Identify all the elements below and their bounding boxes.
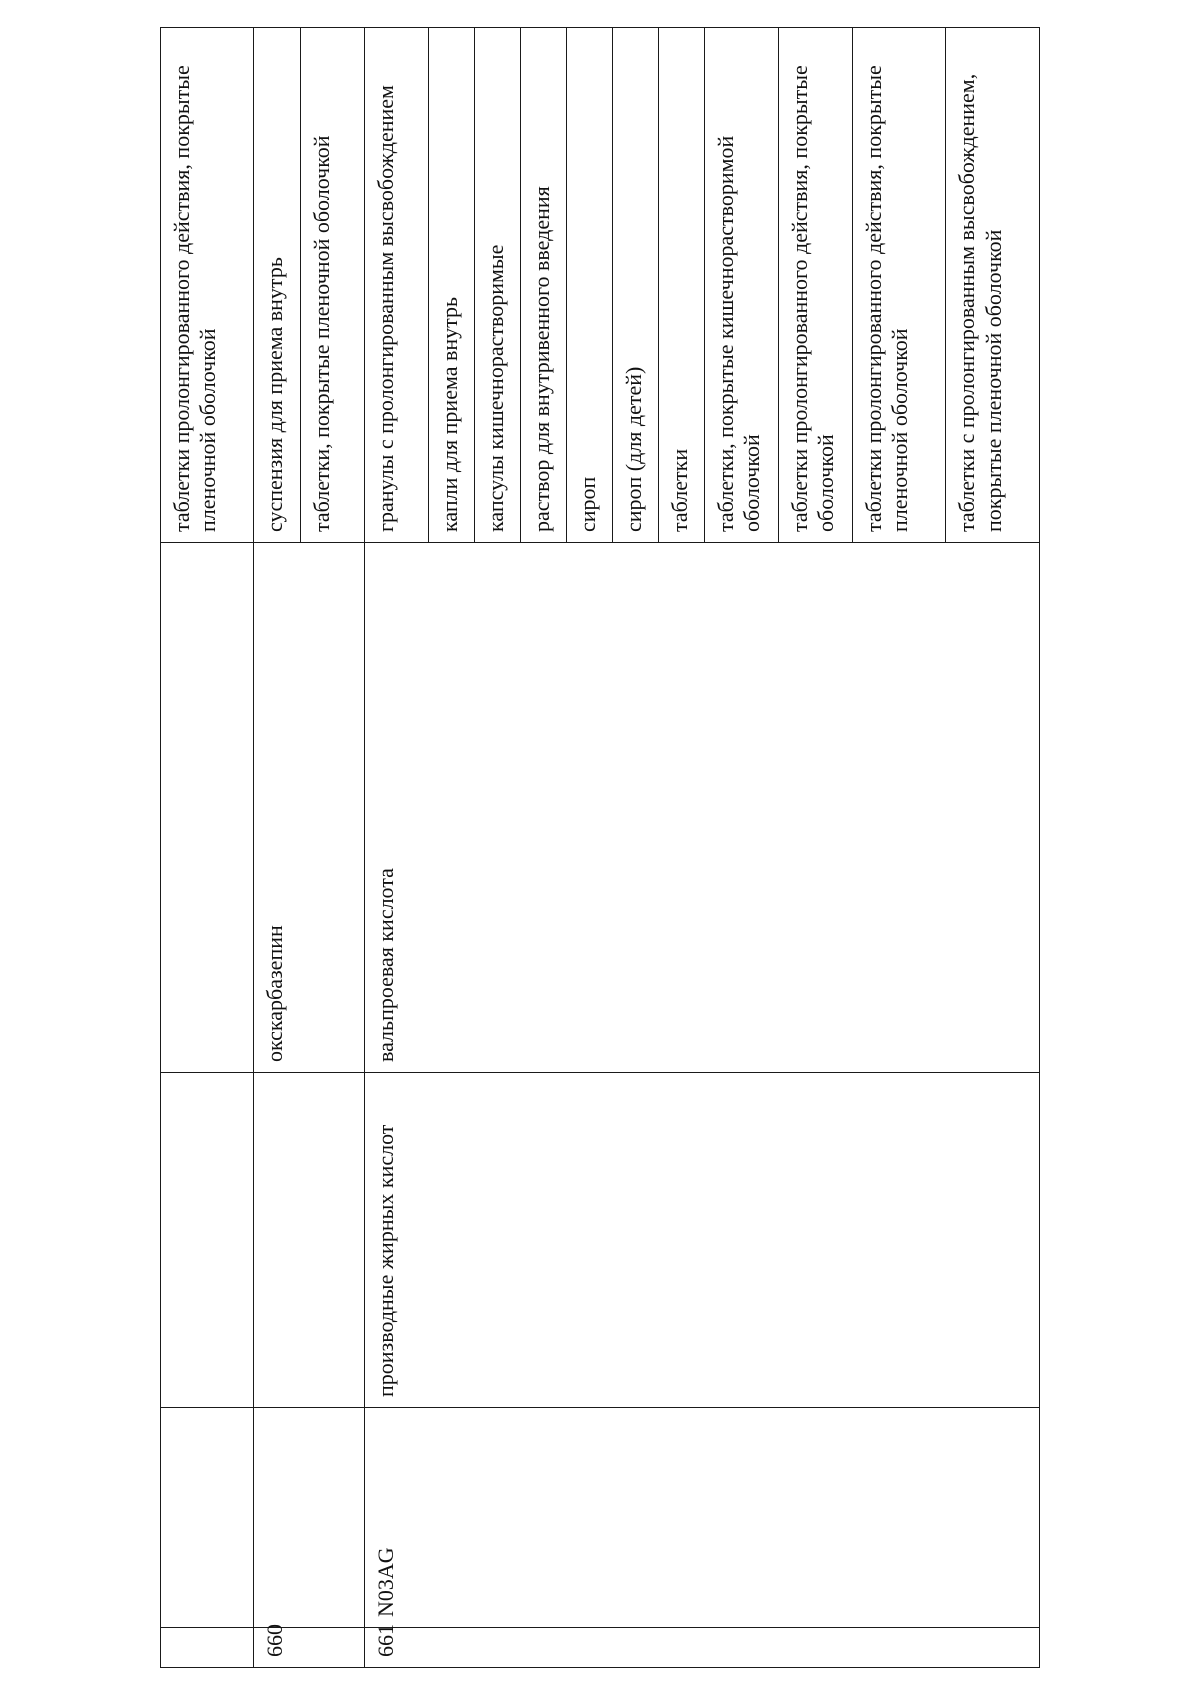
atc-code: N03AG <box>364 1407 1039 1627</box>
group-name <box>254 1072 364 1407</box>
group-name <box>161 1072 254 1407</box>
row-number: 661 <box>364 1627 1039 1667</box>
dosage-form: сироп (для детей) <box>612 27 658 542</box>
rotated-page <box>160 28 1040 1668</box>
dosage-form: раствор для внутривенного введения <box>520 27 566 542</box>
table-row <box>254 27 301 1667</box>
row-number <box>161 1627 254 1667</box>
table-row <box>364 27 428 1667</box>
dosage-form: капли для приема внутрь <box>428 27 474 542</box>
dosage-form: суспензия для приема внутрь <box>254 27 301 542</box>
dosage-form: таблетки пролонгированного действия, покрытые пленочной оболочкой <box>161 27 254 542</box>
dosage-form: сироп <box>566 27 612 542</box>
inn-name: окскарбазепин <box>254 542 364 1072</box>
dosage-form: таблетки с пролонгированным высвобождением, покрытые пленочной оболочкой <box>946 27 1040 542</box>
dosage-form: гранулы с пролонгированным высвобождением <box>364 27 428 542</box>
group-name: производные жирных кислот <box>364 1072 1039 1407</box>
dosage-form: капсулы кишечнорастворимые <box>474 27 520 542</box>
inn-name: вальпроевая кислота <box>364 542 1039 1072</box>
atc-code <box>161 1407 254 1627</box>
dosage-form: таблетки, покрытые кишечнорастворимой оболочкой <box>704 27 778 542</box>
dosage-form: таблетки, покрытые пленочной оболочкой <box>301 27 365 542</box>
atc-code <box>254 1407 364 1627</box>
dosage-form: таблетки <box>658 27 704 542</box>
dosage-form: таблетки пролонгированного действия, покрытые оболочкой <box>778 27 852 542</box>
table-row <box>161 27 254 1667</box>
medicine-table <box>160 27 1040 1668</box>
dosage-form: таблетки пролонгированного действия, покрытые пленочной оболочкой <box>853 27 946 542</box>
inn-name <box>161 542 254 1072</box>
row-number: 660 <box>254 1627 364 1667</box>
